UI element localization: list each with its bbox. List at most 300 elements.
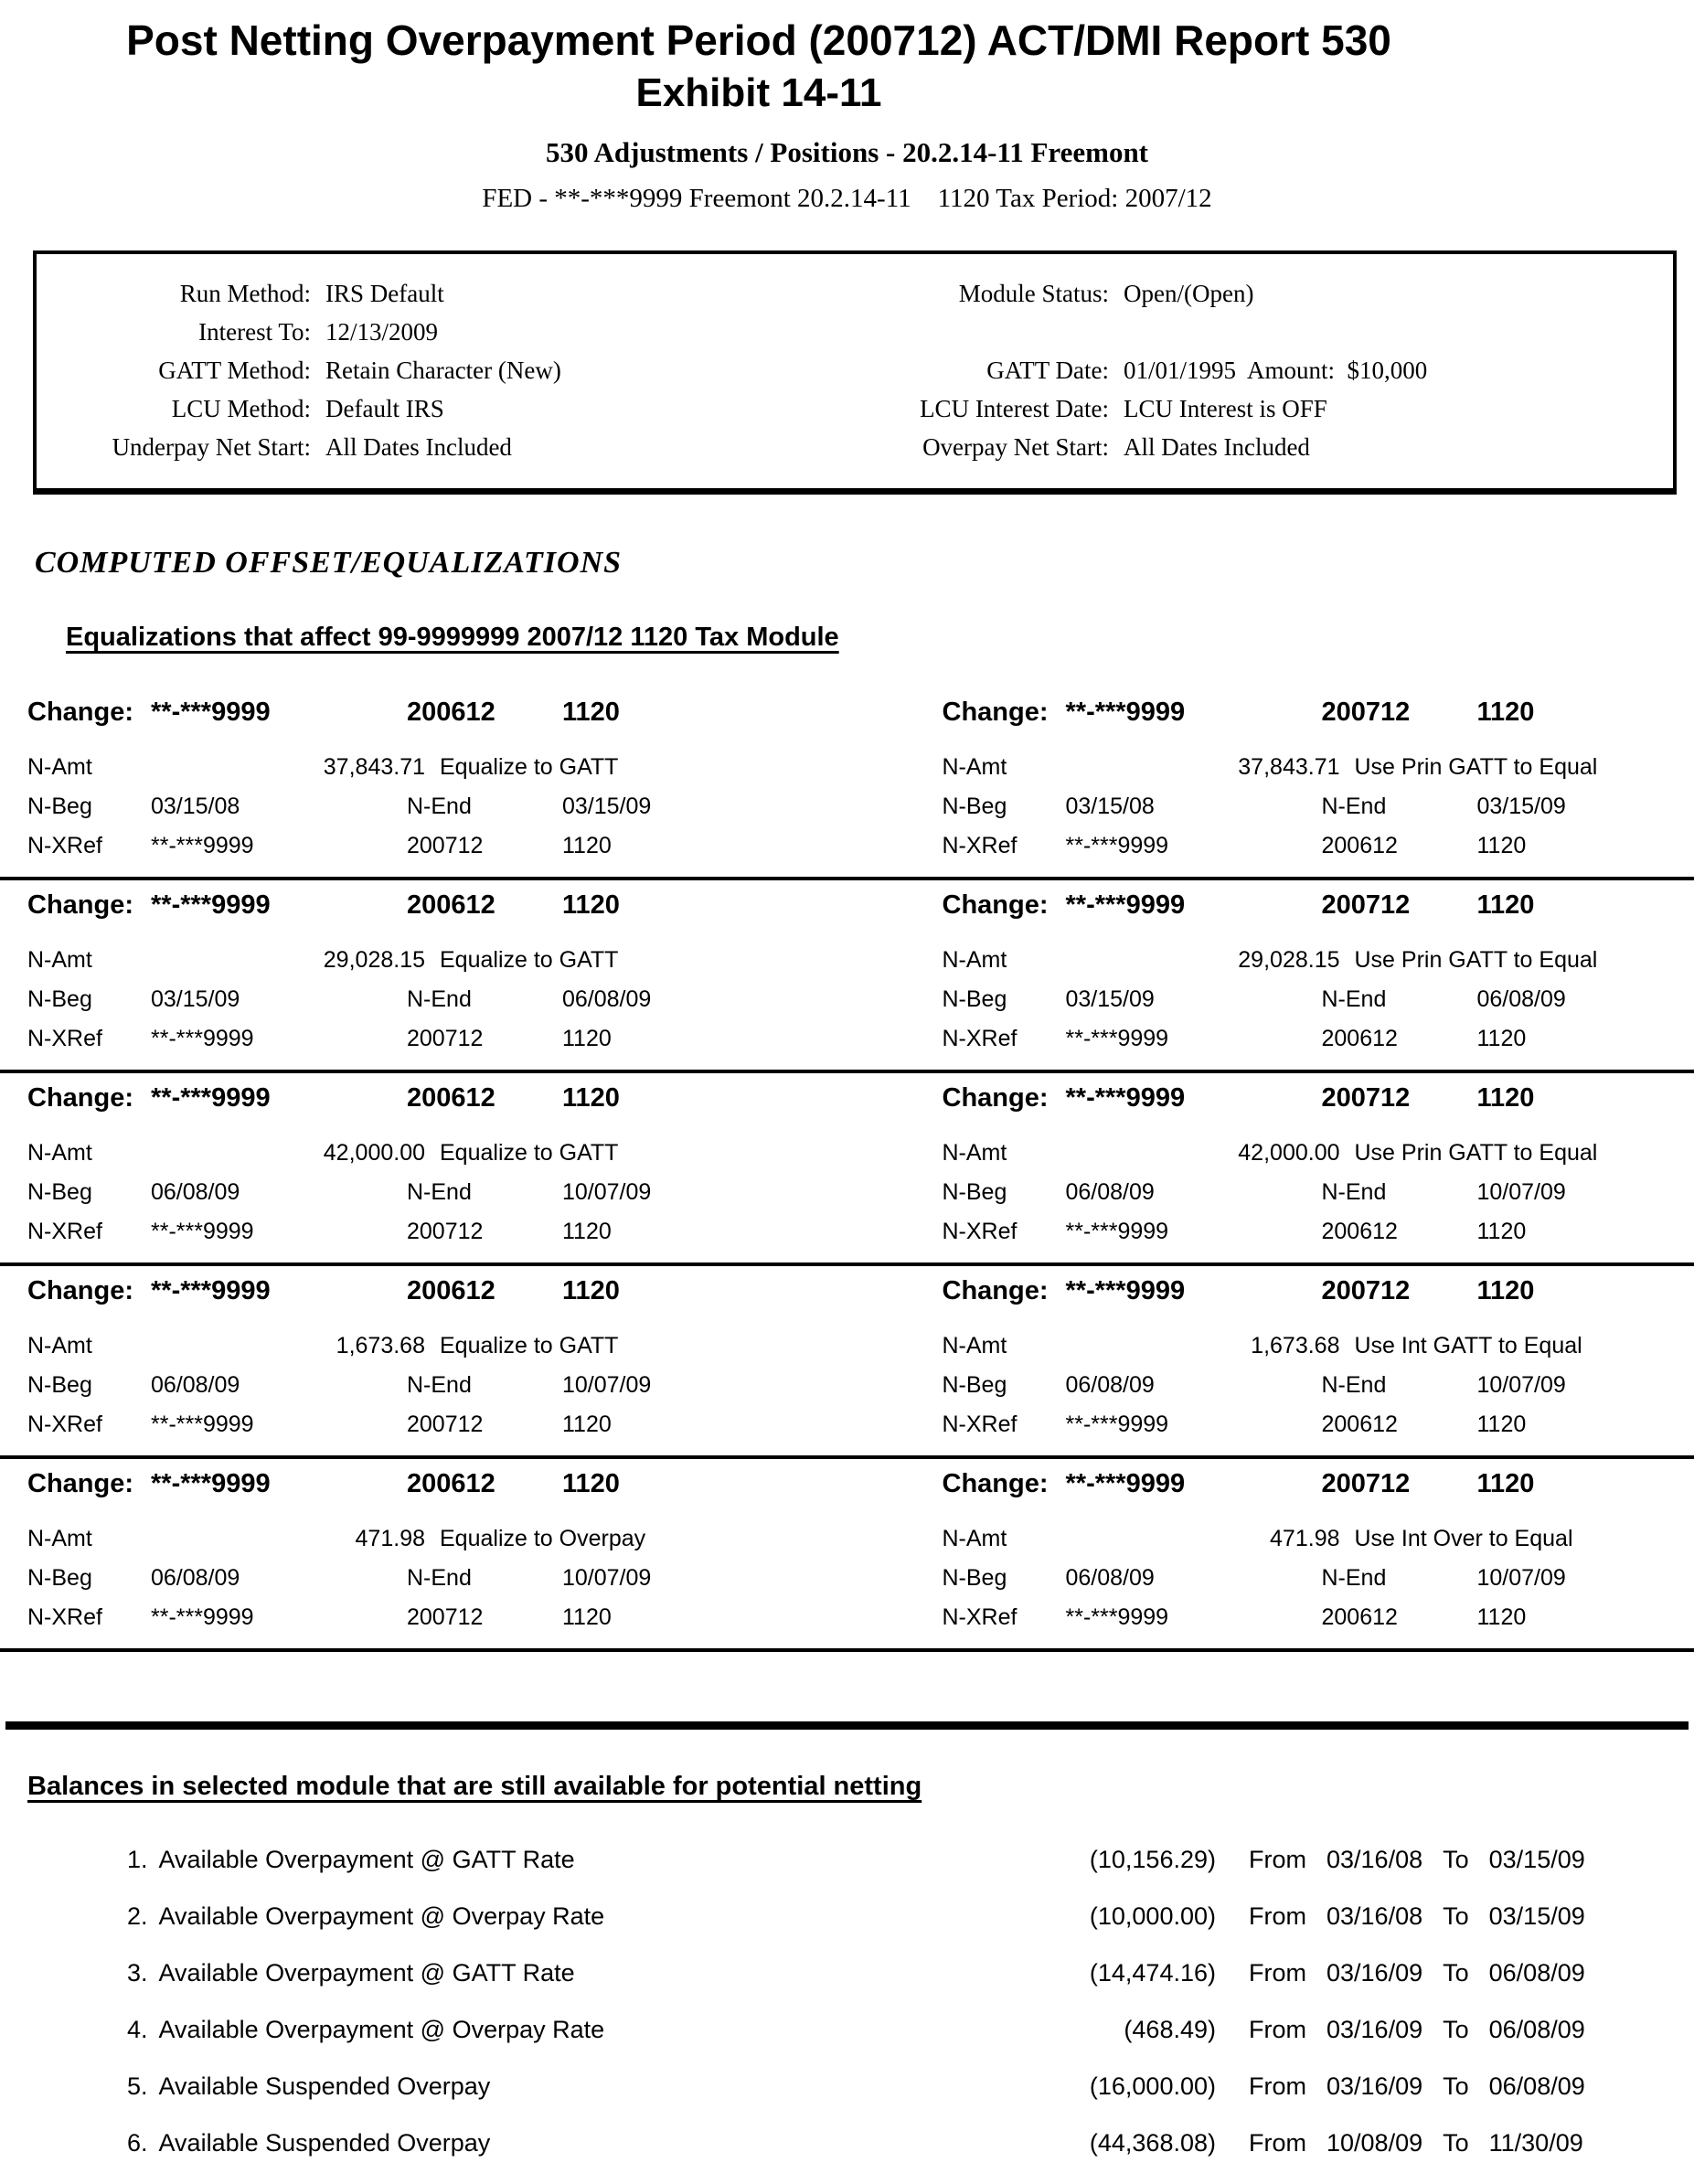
n-amt-line bbox=[943, 1519, 1694, 1559]
n-amt-value: 29,028.15 bbox=[1066, 941, 1340, 980]
balances-list bbox=[0, 1844, 1694, 2184]
n-amt-line bbox=[27, 748, 847, 787]
change-header bbox=[943, 1275, 1694, 1306]
n-xref-form: 1120 bbox=[1477, 1598, 1694, 1637]
n-xref-form: 1120 bbox=[562, 826, 847, 866]
n-end-label: N-End bbox=[1322, 1366, 1477, 1405]
from-label: From bbox=[1249, 1959, 1306, 1987]
n-amt-desc: Equalize to GATT bbox=[425, 1326, 847, 1366]
equalization-cell-right bbox=[847, 1082, 1694, 1252]
change-form: 1120 bbox=[562, 1468, 847, 1499]
n-end-label: N-End bbox=[1322, 1173, 1477, 1212]
n-xref-label: N-XRef bbox=[27, 1019, 151, 1059]
summary-left-column bbox=[37, 274, 855, 466]
n-xref-tin: **-***9999 bbox=[151, 1212, 407, 1252]
equalization-cell-left bbox=[0, 1082, 847, 1252]
n-beg-date: 06/08/09 bbox=[1066, 1366, 1322, 1405]
balance-row bbox=[0, 1901, 1694, 1957]
equalization-cell-left bbox=[0, 697, 847, 866]
n-xref-tin: **-***9999 bbox=[1066, 1019, 1322, 1059]
equalization-row bbox=[0, 880, 1694, 1073]
n-xref-label: N-XRef bbox=[943, 1598, 1066, 1637]
summary-label: Module Status: bbox=[855, 274, 1109, 313]
balance-name bbox=[0, 2127, 971, 2158]
n-amt-label: N-Amt bbox=[27, 1326, 151, 1366]
section-title-balances: Balances in selected module that are still available for potential netting bbox=[27, 1772, 922, 1802]
from-label: From bbox=[1249, 2072, 1306, 2100]
n-beg-label: N-Beg bbox=[943, 1559, 1066, 1598]
balance-date-range bbox=[1249, 1844, 1694, 1875]
n-xref-form: 1120 bbox=[1477, 1019, 1694, 1059]
n-amt-label: N-Amt bbox=[27, 941, 151, 980]
n-beg-line bbox=[27, 1173, 847, 1212]
n-beg-line bbox=[943, 1366, 1694, 1405]
n-xref-form: 1120 bbox=[1477, 1212, 1694, 1252]
n-amt-line bbox=[27, 1519, 847, 1559]
n-beg-line bbox=[27, 980, 847, 1019]
n-amt-label: N-Amt bbox=[27, 1134, 151, 1173]
n-xref-tin: **-***9999 bbox=[1066, 1598, 1322, 1637]
n-xref-form: 1120 bbox=[1477, 826, 1694, 866]
balance-row bbox=[0, 2014, 1694, 2071]
change-period: 200712 bbox=[1322, 1082, 1477, 1113]
change-tin: **-***9999 bbox=[1066, 697, 1322, 728]
change-period: 200612 bbox=[407, 1468, 562, 1499]
n-xref-period: 200612 bbox=[1322, 826, 1477, 866]
n-beg-line bbox=[27, 1366, 847, 1405]
n-xref-label: N-XRef bbox=[27, 1405, 151, 1444]
from-date: 03/16/09 bbox=[1326, 2072, 1422, 2100]
balance-name bbox=[0, 2014, 971, 2045]
n-amt-value: 1,673.68 bbox=[1066, 1326, 1340, 1366]
n-xref-period: 200612 bbox=[1322, 1212, 1477, 1252]
n-beg-date: 06/08/09 bbox=[151, 1173, 407, 1212]
change-tin: **-***9999 bbox=[1066, 890, 1322, 921]
balance-row bbox=[0, 1957, 1694, 2014]
change-tin: **-***9999 bbox=[151, 697, 407, 728]
from-date: 03/16/09 bbox=[1326, 1959, 1422, 1987]
balance-name bbox=[0, 1957, 971, 1988]
section-title-equalizations: Equalizations that affect 99-9999999 2007/12 1120 Tax Module bbox=[66, 623, 839, 653]
from-date: 10/08/09 bbox=[1326, 2129, 1422, 2157]
summary-label: LCU Interest Date: bbox=[855, 389, 1109, 428]
page-title: Post Netting Overpayment Period (200712) ACT/DMI Report 530 bbox=[0, 16, 1518, 65]
section-title-computed-offset: COMPUTED OFFSET/EQUALIZATIONS bbox=[35, 546, 1694, 581]
change-header bbox=[943, 1082, 1694, 1113]
n-beg-line bbox=[943, 1559, 1694, 1598]
n-beg-date: 06/08/09 bbox=[151, 1366, 407, 1405]
section-divider bbox=[5, 1721, 1689, 1730]
n-end-label: N-End bbox=[407, 1366, 562, 1405]
summary-value: Retain Character (New) bbox=[325, 351, 855, 389]
exhibit-title: Exhibit 14-11 bbox=[0, 70, 1518, 117]
balance-label: Available Overpayment @ Overpay Rate bbox=[159, 1902, 605, 1930]
from-date: 03/16/09 bbox=[1326, 2016, 1422, 2043]
summary-value: Open/(Open) bbox=[1124, 274, 1673, 313]
n-xref-period: 200612 bbox=[1322, 1019, 1477, 1059]
change-label: Change: bbox=[27, 1468, 151, 1499]
n-xref-label: N-XRef bbox=[943, 1405, 1066, 1444]
n-amt-desc: Use Int Over to Equal bbox=[1340, 1519, 1694, 1559]
summary-right-column bbox=[855, 274, 1673, 466]
n-amt-line bbox=[943, 748, 1694, 787]
n-xref-form: 1120 bbox=[562, 1405, 847, 1444]
summary-label: Overpay Net Start: bbox=[855, 428, 1109, 466]
change-header bbox=[943, 1468, 1694, 1499]
report-subtitle: 530 Adjustments / Positions - 20.2.14-11 Freemont bbox=[0, 136, 1694, 169]
change-form: 1120 bbox=[562, 1082, 847, 1113]
n-xref-line bbox=[943, 1019, 1694, 1059]
equalization-cell-right bbox=[847, 1275, 1694, 1444]
n-xref-tin: **-***9999 bbox=[151, 826, 407, 866]
n-xref-tin: **-***9999 bbox=[151, 1019, 407, 1059]
balance-row bbox=[0, 2071, 1694, 2127]
fed-line: FED - **-***9999 Freemont 20.2.14-11 1120 Tax Period: 2007/12 bbox=[0, 184, 1694, 214]
n-beg-label: N-Beg bbox=[943, 1366, 1066, 1405]
n-xref-form: 1120 bbox=[562, 1212, 847, 1252]
n-amt-desc: Use Prin GATT to Equal bbox=[1340, 748, 1694, 787]
summary-row bbox=[855, 351, 1673, 389]
n-beg-label: N-Beg bbox=[27, 787, 151, 826]
equalization-cell-left bbox=[0, 1275, 847, 1444]
n-end-date: 06/08/09 bbox=[1477, 980, 1694, 1019]
equalization-cell-right bbox=[847, 1468, 1694, 1637]
summary-value: 12/13/2009 bbox=[325, 313, 855, 351]
summary-value: Default IRS bbox=[325, 389, 855, 428]
from-label: From bbox=[1249, 2016, 1306, 2043]
summary-label: GATT Method: bbox=[37, 351, 311, 389]
balance-row bbox=[0, 2127, 1694, 2184]
n-beg-line bbox=[943, 787, 1694, 826]
equalization-row bbox=[0, 687, 1694, 880]
n-end-label: N-End bbox=[1322, 787, 1477, 826]
n-end-label: N-End bbox=[407, 1173, 562, 1212]
to-date: 11/30/09 bbox=[1489, 2129, 1583, 2157]
summary-label: LCU Method: bbox=[37, 389, 311, 428]
balance-row bbox=[0, 1844, 1694, 1901]
n-end-date: 10/07/09 bbox=[562, 1173, 847, 1212]
n-amt-value: 37,843.71 bbox=[1066, 748, 1340, 787]
n-amt-desc: Equalize to GATT bbox=[425, 748, 847, 787]
change-period: 200712 bbox=[1322, 1275, 1477, 1306]
change-form: 1120 bbox=[562, 890, 847, 921]
n-end-label: N-End bbox=[407, 1559, 562, 1598]
n-end-label: N-End bbox=[1322, 1559, 1477, 1598]
balance-amount: (468.49) bbox=[971, 2014, 1216, 2045]
balance-amount: (10,156.29) bbox=[971, 1844, 1216, 1875]
equalization-row bbox=[0, 1073, 1694, 1266]
n-beg-label: N-Beg bbox=[27, 1173, 151, 1212]
n-beg-label: N-Beg bbox=[27, 980, 151, 1019]
summary-value: LCU Interest is OFF bbox=[1124, 389, 1673, 428]
report-header bbox=[0, 0, 1694, 214]
n-xref-tin: **-***9999 bbox=[151, 1598, 407, 1637]
n-xref-period: 200712 bbox=[407, 1019, 562, 1059]
n-xref-period: 200712 bbox=[407, 1598, 562, 1637]
change-label: Change: bbox=[27, 697, 151, 728]
balance-number: 4. bbox=[127, 2014, 148, 2045]
run-summary-box bbox=[33, 250, 1677, 495]
n-end-date: 10/07/09 bbox=[1477, 1559, 1694, 1598]
change-form: 1120 bbox=[1477, 697, 1694, 728]
n-xref-line bbox=[27, 1598, 847, 1637]
change-label: Change: bbox=[943, 890, 1066, 921]
to-label: To bbox=[1443, 2129, 1469, 2157]
n-amt-line bbox=[27, 1326, 847, 1366]
summary-value: 01/01/1995 Amount: $10,000 bbox=[1124, 351, 1673, 389]
n-xref-label: N-XRef bbox=[943, 1212, 1066, 1252]
to-date: 03/15/09 bbox=[1489, 1902, 1585, 1930]
balance-amount: (44,368.08) bbox=[971, 2127, 1216, 2158]
change-label: Change: bbox=[27, 1275, 151, 1306]
balance-number: 2. bbox=[127, 1901, 148, 1932]
to-label: To bbox=[1443, 2016, 1469, 2043]
n-amt-desc: Equalize to GATT bbox=[425, 1134, 847, 1173]
change-header bbox=[27, 890, 847, 921]
balance-name bbox=[0, 1901, 971, 1932]
change-tin: **-***9999 bbox=[151, 1275, 407, 1306]
balance-date-range bbox=[1249, 1957, 1694, 1988]
from-label: From bbox=[1249, 1846, 1306, 1873]
summary-value: All Dates Included bbox=[325, 428, 855, 466]
balance-name bbox=[0, 2071, 971, 2102]
to-label: To bbox=[1443, 2072, 1469, 2100]
n-end-date: 03/15/09 bbox=[562, 787, 847, 826]
balance-label: Available Overpayment @ GATT Rate bbox=[159, 1959, 575, 1987]
from-date: 03/16/08 bbox=[1326, 1902, 1422, 1930]
change-form: 1120 bbox=[1477, 1082, 1694, 1113]
change-period: 200612 bbox=[407, 890, 562, 921]
n-amt-label: N-Amt bbox=[27, 1519, 151, 1559]
change-form: 1120 bbox=[1477, 890, 1694, 921]
n-amt-value: 42,000.00 bbox=[151, 1134, 425, 1173]
summary-row bbox=[855, 274, 1673, 313]
n-xref-label: N-XRef bbox=[27, 1598, 151, 1637]
change-period: 200712 bbox=[1322, 1468, 1477, 1499]
n-xref-form: 1120 bbox=[562, 1019, 847, 1059]
n-xref-line bbox=[27, 1212, 847, 1252]
equalization-cell-right bbox=[847, 697, 1694, 866]
summary-row bbox=[37, 313, 855, 351]
change-tin: **-***9999 bbox=[151, 1468, 407, 1499]
n-amt-line bbox=[27, 941, 847, 980]
n-xref-line bbox=[943, 1405, 1694, 1444]
n-beg-line bbox=[27, 787, 847, 826]
change-tin: **-***9999 bbox=[151, 1082, 407, 1113]
n-beg-label: N-Beg bbox=[943, 980, 1066, 1019]
balance-number: 5. bbox=[127, 2071, 148, 2102]
to-date: 03/15/09 bbox=[1489, 1846, 1585, 1873]
change-header bbox=[27, 1082, 847, 1113]
balance-date-range bbox=[1249, 2071, 1694, 2102]
n-xref-label: N-XRef bbox=[27, 1212, 151, 1252]
change-header bbox=[943, 697, 1694, 728]
n-xref-period: 200712 bbox=[407, 826, 562, 866]
n-amt-label: N-Amt bbox=[943, 1134, 1066, 1173]
n-end-label: N-End bbox=[1322, 980, 1477, 1019]
summary-row bbox=[855, 428, 1673, 466]
equalization-cell-left bbox=[0, 890, 847, 1059]
change-period: 200712 bbox=[1322, 890, 1477, 921]
summary-row bbox=[37, 274, 855, 313]
from-label: From bbox=[1249, 2129, 1306, 2157]
summary-label: Interest To: bbox=[37, 313, 311, 351]
n-xref-label: N-XRef bbox=[943, 826, 1066, 866]
to-date: 06/08/09 bbox=[1489, 2072, 1585, 2100]
n-xref-line bbox=[27, 1019, 847, 1059]
n-amt-value: 29,028.15 bbox=[151, 941, 425, 980]
n-amt-label: N-Amt bbox=[943, 1519, 1066, 1559]
summary-value: All Dates Included bbox=[1124, 428, 1673, 466]
equalization-row bbox=[0, 1266, 1694, 1459]
n-end-date: 10/07/09 bbox=[562, 1366, 847, 1405]
n-xref-line bbox=[943, 1212, 1694, 1252]
n-amt-label: N-Amt bbox=[943, 748, 1066, 787]
equalizations-table bbox=[0, 687, 1694, 1652]
n-xref-period: 200712 bbox=[407, 1212, 562, 1252]
change-label: Change: bbox=[27, 1082, 151, 1113]
balance-name bbox=[0, 1844, 971, 1875]
n-beg-label: N-Beg bbox=[27, 1559, 151, 1598]
n-amt-line bbox=[27, 1134, 847, 1173]
change-form: 1120 bbox=[1477, 1468, 1694, 1499]
n-amt-label: N-Amt bbox=[943, 941, 1066, 980]
balance-number: 3. bbox=[127, 1957, 148, 1988]
n-beg-line bbox=[943, 980, 1694, 1019]
n-xref-tin: **-***9999 bbox=[1066, 826, 1322, 866]
change-header bbox=[27, 1275, 847, 1306]
change-label: Change: bbox=[27, 890, 151, 921]
n-amt-desc: Use Prin GATT to Equal bbox=[1340, 1134, 1694, 1173]
n-end-date: 06/08/09 bbox=[562, 980, 847, 1019]
n-xref-tin: **-***9999 bbox=[1066, 1405, 1322, 1444]
equalization-cell-left bbox=[0, 1468, 847, 1637]
n-end-date: 10/07/09 bbox=[562, 1559, 847, 1598]
n-beg-label: N-Beg bbox=[943, 787, 1066, 826]
summary-value bbox=[1124, 313, 1673, 351]
change-label: Change: bbox=[943, 1468, 1066, 1499]
n-xref-line bbox=[27, 826, 847, 866]
change-tin: **-***9999 bbox=[1066, 1082, 1322, 1113]
from-date: 03/16/08 bbox=[1326, 1846, 1422, 1873]
change-form: 1120 bbox=[562, 1275, 847, 1306]
change-tin: **-***9999 bbox=[1066, 1468, 1322, 1499]
n-xref-form: 1120 bbox=[562, 1598, 847, 1637]
n-amt-value: 471.98 bbox=[151, 1519, 425, 1559]
equalization-cell-right bbox=[847, 890, 1694, 1059]
n-end-label: N-End bbox=[407, 980, 562, 1019]
summary-row bbox=[855, 313, 1673, 351]
n-end-date: 03/15/09 bbox=[1477, 787, 1694, 826]
n-xref-period: 200612 bbox=[1322, 1405, 1477, 1444]
n-beg-line bbox=[27, 1559, 847, 1598]
n-xref-label: N-XRef bbox=[27, 826, 151, 866]
summary-row bbox=[37, 389, 855, 428]
n-xref-line bbox=[27, 1405, 847, 1444]
n-beg-date: 06/08/09 bbox=[151, 1559, 407, 1598]
n-xref-line bbox=[943, 826, 1694, 866]
change-period: 200612 bbox=[407, 697, 562, 728]
n-amt-label: N-Amt bbox=[27, 748, 151, 787]
n-amt-desc: Use Int GATT to Equal bbox=[1340, 1326, 1694, 1366]
n-beg-line bbox=[943, 1173, 1694, 1212]
n-xref-period: 200712 bbox=[407, 1405, 562, 1444]
change-tin: **-***9999 bbox=[1066, 1275, 1322, 1306]
to-label: To bbox=[1443, 1902, 1469, 1930]
n-amt-value: 1,673.68 bbox=[151, 1326, 425, 1366]
n-beg-date: 06/08/09 bbox=[1066, 1559, 1322, 1598]
summary-label bbox=[855, 313, 1109, 351]
n-beg-label: N-Beg bbox=[943, 1173, 1066, 1212]
n-amt-desc: Equalize to Overpay bbox=[425, 1519, 847, 1559]
n-beg-label: N-Beg bbox=[27, 1366, 151, 1405]
change-label: Change: bbox=[943, 1275, 1066, 1306]
change-period: 200612 bbox=[407, 1275, 562, 1306]
change-period: 200712 bbox=[1322, 697, 1477, 728]
n-beg-date: 03/15/08 bbox=[1066, 787, 1322, 826]
n-xref-period: 200612 bbox=[1322, 1598, 1477, 1637]
n-beg-date: 03/15/09 bbox=[1066, 980, 1322, 1019]
summary-label: GATT Date: bbox=[855, 351, 1109, 389]
n-beg-date: 06/08/09 bbox=[1066, 1173, 1322, 1212]
to-date: 06/08/09 bbox=[1489, 1959, 1585, 1987]
balance-number: 6. bbox=[127, 2127, 148, 2158]
balance-label: Available Overpayment @ GATT Rate bbox=[159, 1846, 575, 1873]
change-period: 200612 bbox=[407, 1082, 562, 1113]
balance-label: Available Suspended Overpay bbox=[159, 2129, 491, 2157]
from-label: From bbox=[1249, 1902, 1306, 1930]
balance-label: Available Suspended Overpay bbox=[159, 2072, 491, 2100]
n-xref-tin: **-***9999 bbox=[1066, 1212, 1322, 1252]
change-tin: **-***9999 bbox=[151, 890, 407, 921]
n-amt-value: 471.98 bbox=[1066, 1519, 1340, 1559]
balance-date-range bbox=[1249, 2014, 1694, 2045]
balance-amount: (10,000.00) bbox=[971, 1901, 1216, 1932]
n-xref-tin: **-***9999 bbox=[151, 1405, 407, 1444]
change-header bbox=[27, 1468, 847, 1499]
n-amt-desc: Use Prin GATT to Equal bbox=[1340, 941, 1694, 980]
n-amt-line bbox=[943, 941, 1694, 980]
balance-amount: (14,474.16) bbox=[971, 1957, 1216, 1988]
change-header bbox=[943, 890, 1694, 921]
n-amt-desc: Equalize to GATT bbox=[425, 941, 847, 980]
n-xref-line bbox=[943, 1598, 1694, 1637]
n-end-date: 10/07/09 bbox=[1477, 1173, 1694, 1212]
summary-row bbox=[37, 351, 855, 389]
n-amt-value: 42,000.00 bbox=[1066, 1134, 1340, 1173]
to-date: 06/08/09 bbox=[1489, 2016, 1585, 2043]
n-amt-label: N-Amt bbox=[943, 1326, 1066, 1366]
balance-date-range bbox=[1249, 1901, 1694, 1932]
n-beg-date: 03/15/08 bbox=[151, 787, 407, 826]
summary-label: Underpay Net Start: bbox=[37, 428, 311, 466]
n-amt-line bbox=[943, 1326, 1694, 1366]
change-form: 1120 bbox=[1477, 1275, 1694, 1306]
n-amt-value: 37,843.71 bbox=[151, 748, 425, 787]
change-label: Change: bbox=[943, 697, 1066, 728]
change-label: Change: bbox=[943, 1082, 1066, 1113]
to-label: To bbox=[1443, 1846, 1469, 1873]
summary-row bbox=[855, 389, 1673, 428]
n-end-date: 10/07/09 bbox=[1477, 1366, 1694, 1405]
n-xref-form: 1120 bbox=[1477, 1405, 1694, 1444]
summary-value: IRS Default bbox=[325, 274, 855, 313]
summary-label: Run Method: bbox=[37, 274, 311, 313]
n-amt-line bbox=[943, 1134, 1694, 1173]
summary-row bbox=[37, 428, 855, 466]
change-header bbox=[27, 697, 847, 728]
change-form: 1120 bbox=[562, 697, 847, 728]
